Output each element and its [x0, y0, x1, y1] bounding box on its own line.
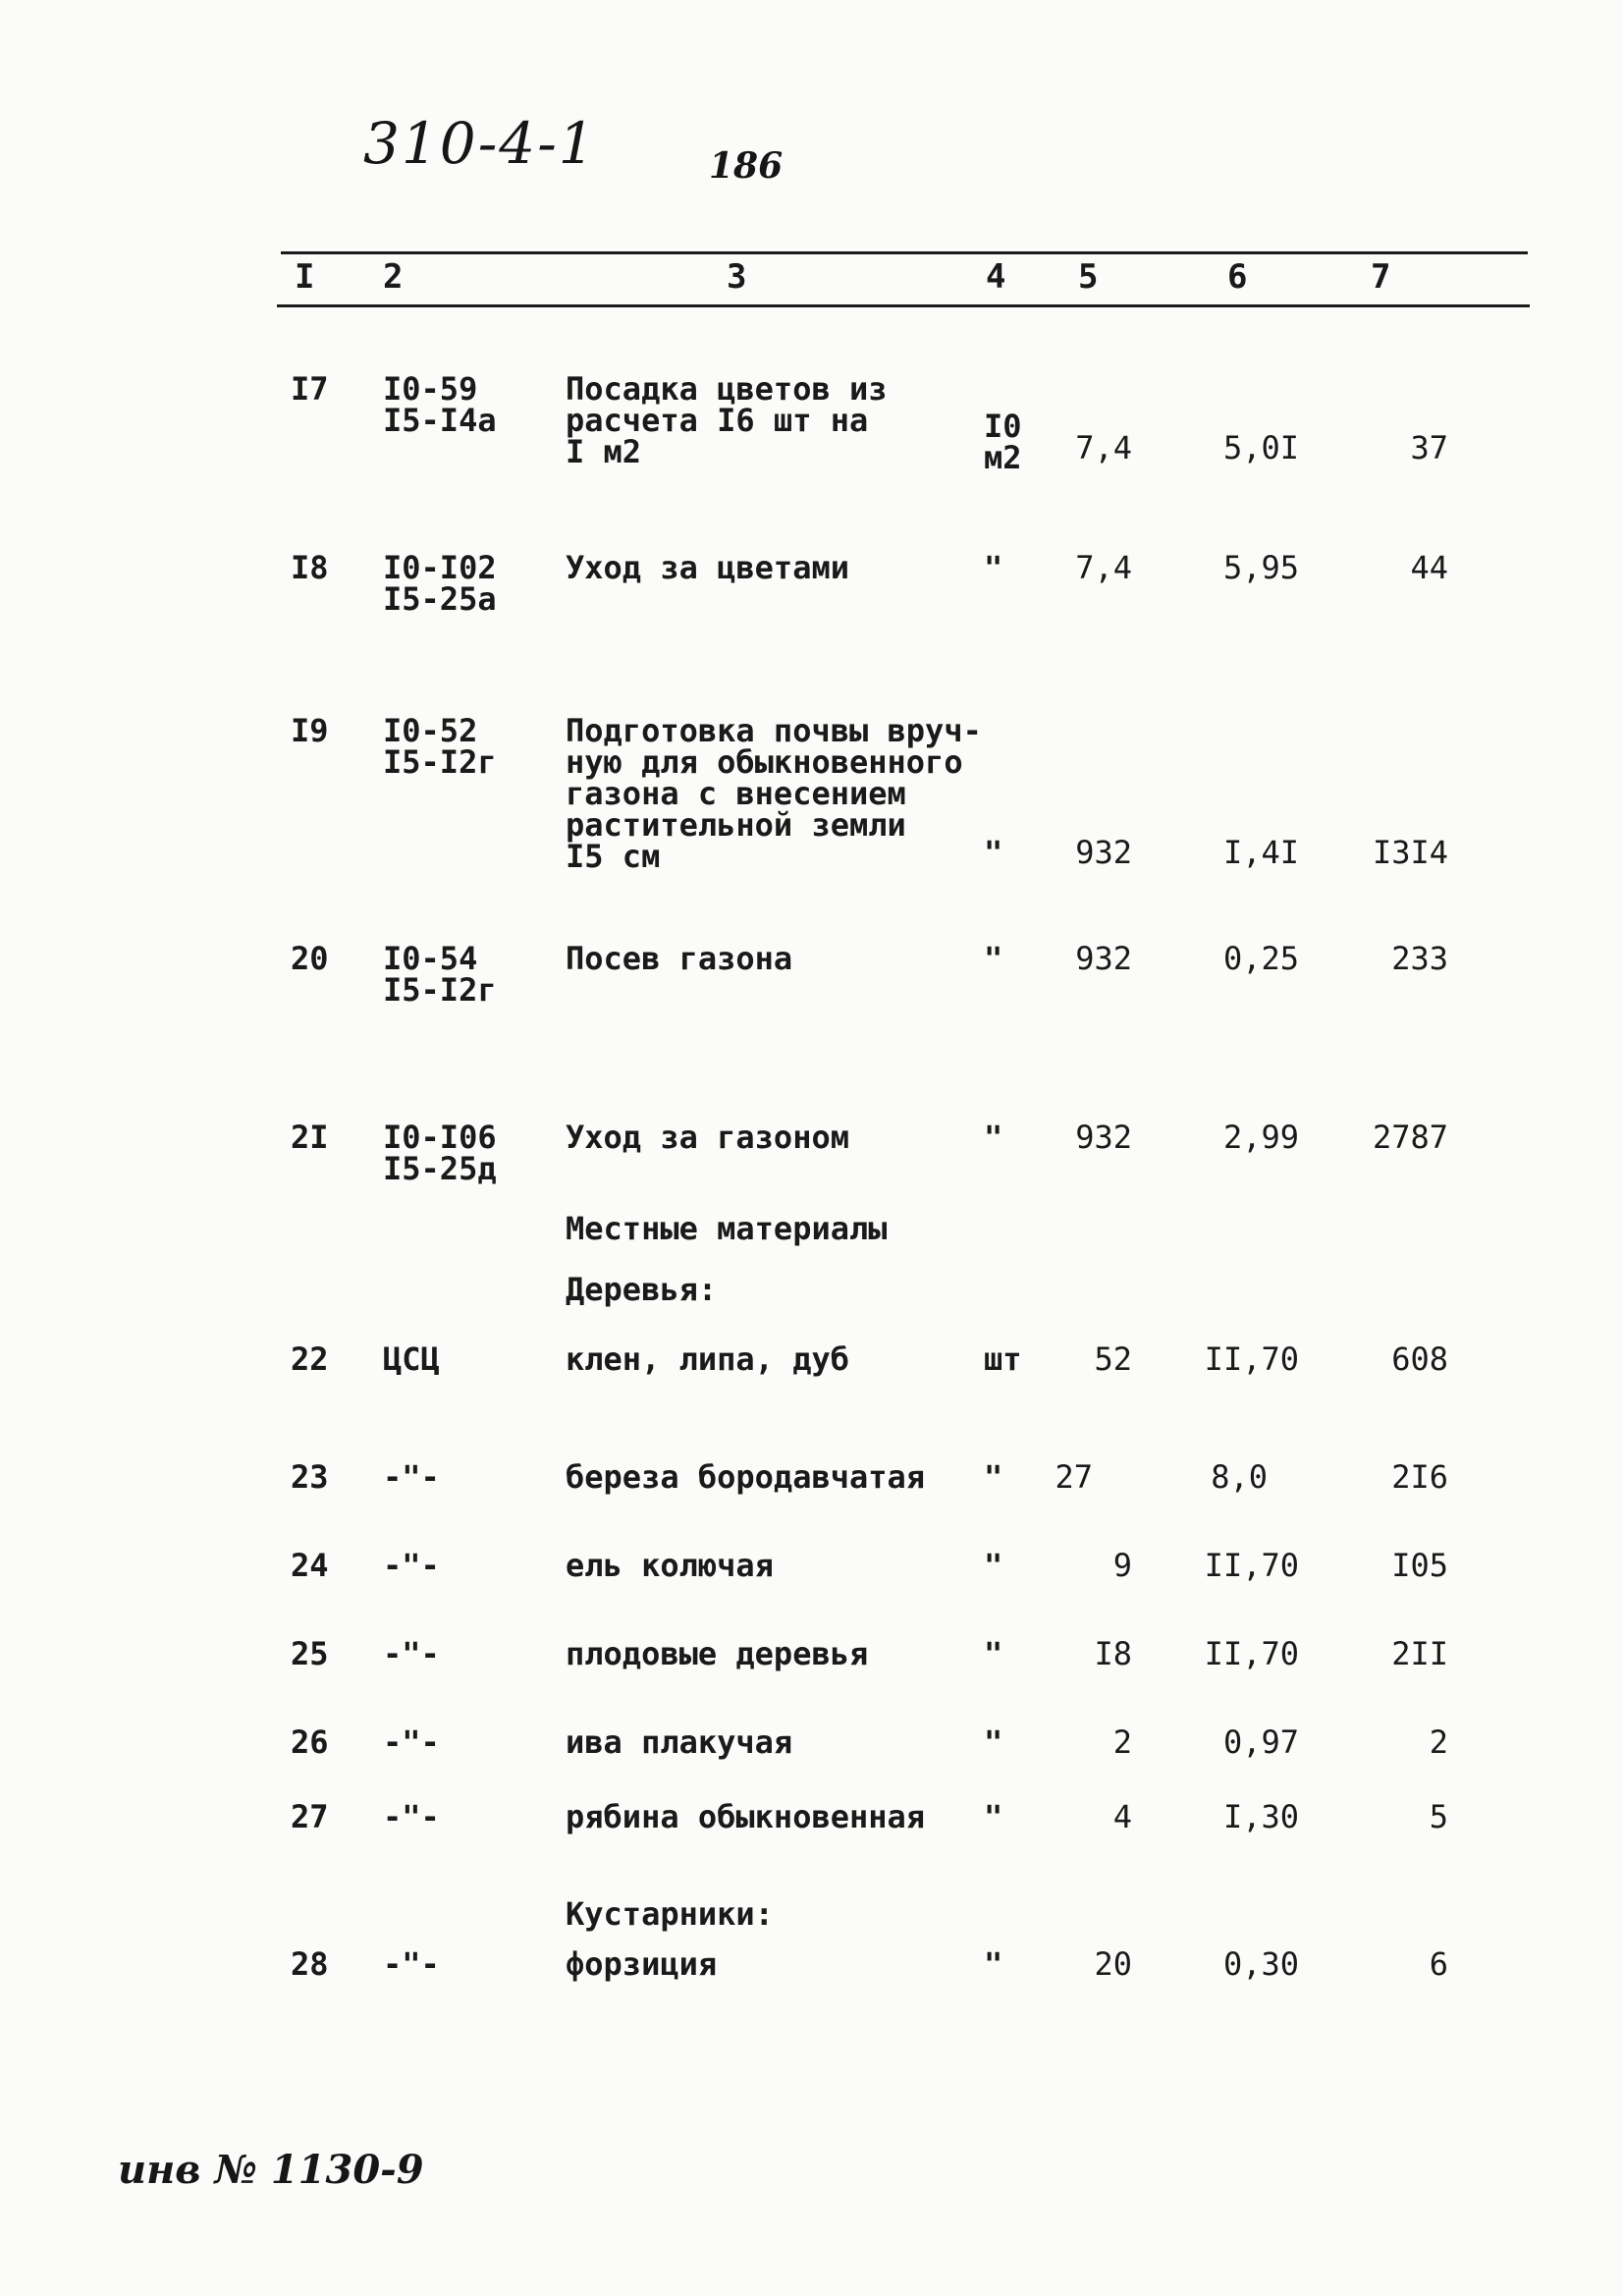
table-row — [0, 370, 1623, 476]
unit: " — [984, 940, 1003, 977]
row-number: 22 — [291, 1340, 329, 1378]
table-row — [0, 549, 1623, 618]
unit-price: 8,0 — [1211, 1458, 1268, 1496]
unit: " — [984, 1119, 1003, 1156]
unit: I0 м2 — [984, 408, 1022, 476]
table-row — [0, 1723, 1623, 1761]
norm-code: ЦСЦ — [383, 1340, 440, 1378]
section-trees: Деревья: — [566, 1271, 718, 1308]
total-cost: 2I6 — [1391, 1458, 1448, 1496]
unit-price: 0,97 — [1222, 1723, 1299, 1761]
work-description: Посев газона — [566, 940, 793, 977]
unit-price: I,30 — [1222, 1798, 1299, 1835]
norm-code: I0-I02 I5-25a — [383, 549, 497, 618]
column-header-5: 5 — [1078, 257, 1099, 297]
unit: " — [984, 1458, 1003, 1496]
row-number: 24 — [291, 1547, 329, 1584]
quantity: 7,4 — [1075, 429, 1132, 466]
table-row — [0, 1635, 1623, 1672]
norm-code: I0-54 I5-I2г — [383, 940, 497, 1009]
unit: " — [984, 1798, 1003, 1835]
norm-code: -"- — [383, 1635, 440, 1672]
section-local-materials: Местные материалы — [566, 1210, 888, 1247]
quantity: 932 — [1075, 940, 1132, 977]
total-cost: I05 — [1391, 1547, 1448, 1584]
row-number: 28 — [291, 1945, 329, 1983]
quantity: 932 — [1075, 1119, 1132, 1156]
norm-code: I0-59 I5-I4a — [383, 370, 497, 439]
total-cost: 2 — [1429, 1723, 1448, 1761]
total-cost: 37 — [1410, 429, 1448, 466]
row-number: I9 — [291, 712, 329, 749]
row-number: I8 — [291, 549, 329, 586]
norm-code: -"- — [383, 1458, 440, 1496]
work-description: Уход за газоном — [566, 1119, 849, 1156]
unit-price: I,4I — [1222, 834, 1299, 871]
row-number: 23 — [291, 1458, 329, 1496]
norm-code: -"- — [383, 1723, 440, 1761]
column-header-2: 2 — [383, 257, 404, 297]
table-row — [0, 1945, 1623, 1983]
unit-price: II,70 — [1204, 1635, 1299, 1672]
quantity: 52 — [1094, 1340, 1132, 1378]
unit: " — [984, 1547, 1003, 1584]
column-header-3: 3 — [727, 257, 747, 297]
section-shrubs: Кустарники: — [566, 1895, 774, 1933]
work-description: Посадка цветов из расчета I6 шт на I м2 — [566, 370, 888, 470]
work-description: рябина обыкновенная — [566, 1798, 926, 1835]
unit-price: 0,25 — [1222, 940, 1299, 977]
table-row — [0, 712, 1623, 875]
norm-code: I0-I06 I5-25д — [383, 1119, 497, 1187]
quantity: 4 — [1112, 1798, 1132, 1835]
column-header-4: 4 — [986, 257, 1006, 297]
unit-price: II,70 — [1204, 1547, 1299, 1584]
row-number: 25 — [291, 1635, 329, 1672]
total-cost: 44 — [1410, 549, 1448, 586]
unit: " — [984, 1723, 1003, 1761]
unit: " — [984, 549, 1003, 586]
norm-code: -"- — [383, 1547, 440, 1584]
unit: шт — [984, 1340, 1022, 1378]
work-description: ель колючая — [566, 1547, 774, 1584]
table-row — [0, 940, 1623, 1009]
quantity: 932 — [1075, 834, 1132, 871]
row-number: 26 — [291, 1723, 329, 1761]
total-cost: 233 — [1391, 940, 1448, 977]
unit-price: 0,30 — [1222, 1945, 1299, 1983]
work-description: Уход за цветами — [566, 549, 849, 586]
norm-code: -"- — [383, 1945, 440, 1983]
work-description: Подготовка почвы вруч- ную для обыкновенного газона с внесением растительной земли I5 см — [566, 712, 982, 875]
row-number: 27 — [291, 1798, 329, 1835]
table-row — [0, 1340, 1623, 1378]
unit-price: 5,0I — [1222, 429, 1299, 466]
norm-code: -"- — [383, 1798, 440, 1835]
column-header-7: 7 — [1371, 257, 1391, 297]
total-cost: I3I4 — [1372, 834, 1448, 871]
unit-price: 5,95 — [1222, 549, 1299, 586]
quantity: 2 — [1112, 1723, 1132, 1761]
handwritten-doc-code: 310-4-1 — [363, 110, 597, 177]
row-number: 20 — [291, 940, 329, 977]
total-cost: 608 — [1391, 1340, 1448, 1378]
total-cost: 5 — [1429, 1798, 1448, 1835]
table-row — [0, 1458, 1623, 1496]
column-header-1: I — [295, 257, 315, 297]
row-number: 2I — [291, 1119, 329, 1156]
total-cost: 6 — [1429, 1945, 1448, 1983]
quantity: I8 — [1094, 1635, 1132, 1672]
work-description: береза бородавчатая — [566, 1458, 926, 1496]
unit-price: II,70 — [1204, 1340, 1299, 1378]
total-cost: 2787 — [1372, 1119, 1448, 1156]
unit: " — [984, 1945, 1003, 1983]
unit: " — [984, 834, 1003, 871]
quantity: 9 — [1112, 1547, 1132, 1584]
table-row — [0, 1547, 1623, 1584]
table-top-rule — [281, 251, 1528, 254]
norm-code: I0-52 I5-I2г — [383, 712, 497, 781]
quantity: 27 — [1055, 1458, 1093, 1496]
total-cost: 2II — [1391, 1635, 1448, 1672]
work-description: форзиция — [566, 1945, 718, 1983]
work-description: плодовые деревья — [566, 1635, 869, 1672]
quantity: 7,4 — [1075, 549, 1132, 586]
table-header-rule — [277, 304, 1530, 307]
unit-price: 2,99 — [1222, 1119, 1299, 1156]
work-description: ива плакучая — [566, 1723, 793, 1761]
handwritten-inventory-note: инв № 1130-9 — [118, 2147, 424, 2193]
unit: " — [984, 1635, 1003, 1672]
table-row — [0, 1798, 1623, 1835]
work-description: клен, липа, дуб — [566, 1340, 849, 1378]
column-header-6: 6 — [1227, 257, 1248, 297]
table-row — [0, 1119, 1623, 1187]
quantity: 20 — [1094, 1945, 1132, 1983]
handwritten-page-number: 186 — [709, 145, 784, 187]
row-number: I7 — [291, 370, 329, 408]
